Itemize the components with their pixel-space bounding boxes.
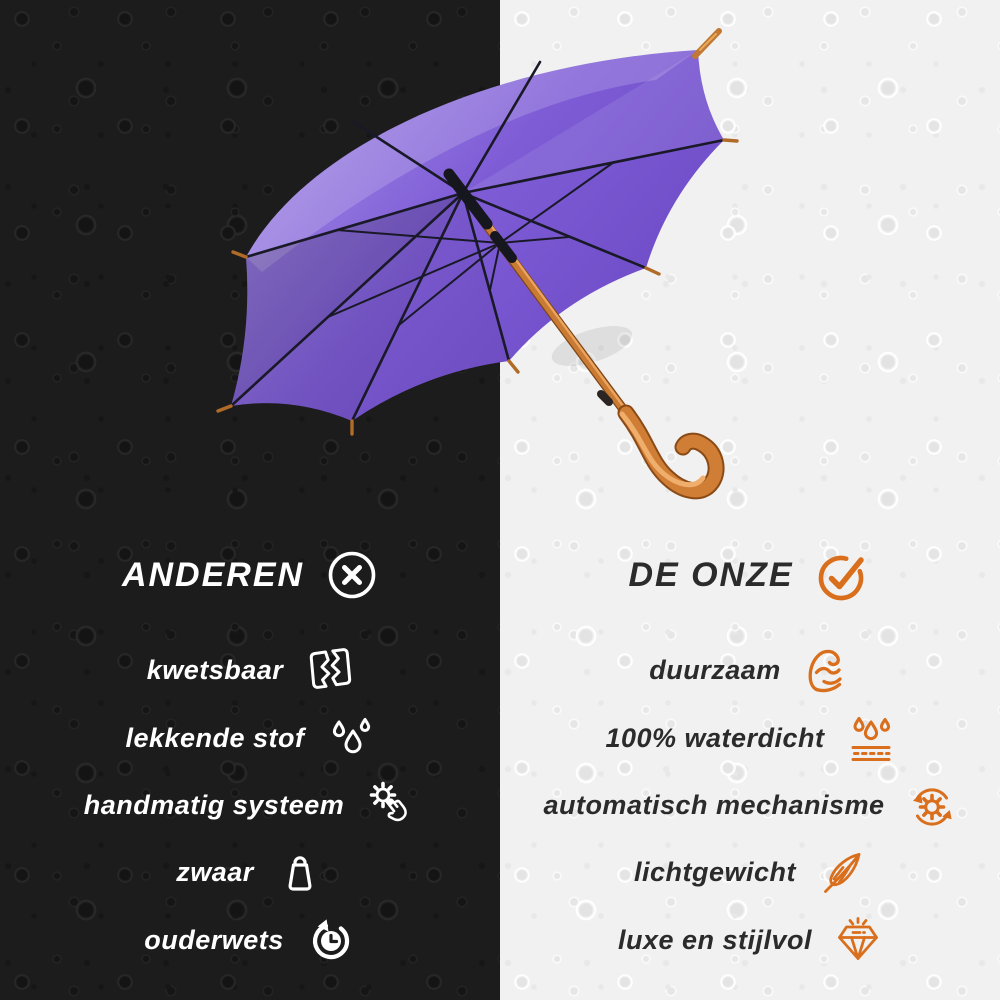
de-onze-title: DE ONZE — [628, 555, 794, 594]
broken-item-icon — [305, 646, 353, 694]
anderen-header — [0, 544, 500, 606]
feature-label: 100% waterdicht — [605, 722, 825, 753]
history-clock-icon — [306, 915, 356, 965]
feature-label: zwaar — [176, 856, 254, 887]
column-de-onze — [500, 0, 1000, 1000]
anderen-title: ANDEREN — [121, 555, 305, 594]
feature-row — [500, 642, 1000, 698]
feature-row — [0, 642, 500, 698]
weight-icon — [276, 848, 324, 896]
feature-row — [500, 844, 1000, 900]
feature-label: handmatig systeem — [83, 789, 345, 820]
feature-label: ouderwets — [144, 924, 284, 955]
feature-row — [0, 912, 500, 968]
feature-label: kwetsbaar — [146, 654, 284, 685]
feature-label: luxe en stijlvol — [617, 924, 813, 955]
feature-label: duurzaam — [649, 654, 781, 685]
feature-label: lekkende stof — [125, 722, 305, 753]
feature-row — [0, 844, 500, 900]
feature-row — [500, 912, 1000, 968]
feature-row — [500, 710, 1000, 766]
feature-row — [500, 777, 1000, 833]
feature-label: automatisch mechanisme — [543, 789, 885, 820]
x-circle-icon — [326, 549, 378, 601]
gear-hand-icon — [366, 780, 416, 830]
auto-gear-icon — [907, 780, 957, 830]
feature-row — [0, 777, 500, 833]
feature-row — [0, 710, 500, 766]
waterproof-fabric-icon — [847, 714, 895, 762]
muscle-arm-icon — [803, 646, 851, 694]
feather-icon — [818, 848, 866, 896]
feature-label: lichtgewicht — [633, 856, 796, 887]
diamond-icon — [834, 916, 882, 964]
check-circle-icon — [816, 549, 872, 601]
water-drops-icon — [327, 714, 375, 762]
de-onze-header — [500, 544, 1000, 606]
